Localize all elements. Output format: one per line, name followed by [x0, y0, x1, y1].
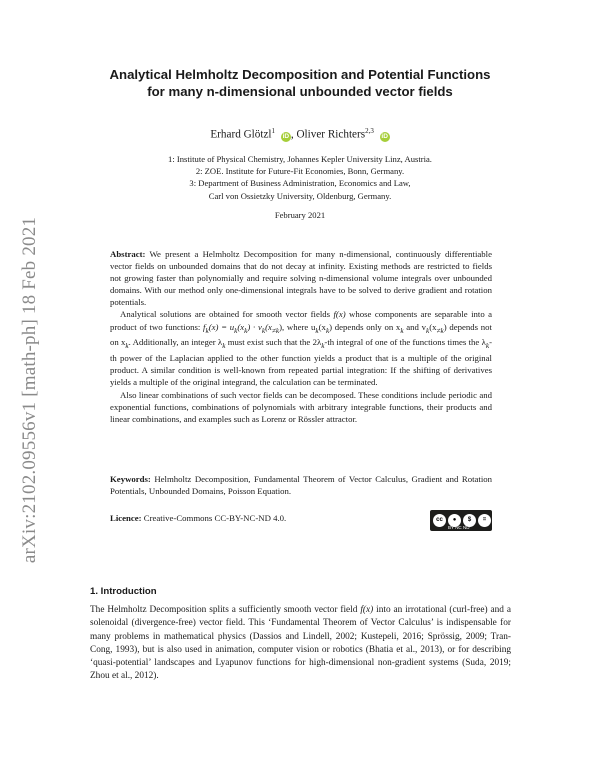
author-2-name: Oliver Richters: [296, 128, 366, 141]
text-run: Analytical solutions are obtained for smooth vector fields: [120, 309, 334, 320]
abstract-paragraph-3: Also linear combinations of such vector fields can be decomposed. These conditions include periodic and exponential functions, combinations of polynomials with arbitrary integrable functions, their products and linear combinations, and examples such as Lorenz or Rössler attractor.: [110, 389, 492, 424]
math-sub: k: [485, 342, 490, 351]
abstract-label: Abstract:: [110, 249, 146, 259]
introduction-paragraph: [90, 604, 511, 684]
cc-icon: cc: [433, 514, 446, 527]
math-sub: k: [244, 326, 248, 335]
math-sub: ≠k: [436, 326, 444, 335]
publication-date: February 2021: [274, 210, 326, 220]
orcid-icon[interactable]: iD: [282, 132, 290, 140]
badge-by: BY: [448, 525, 454, 530]
text-run: (x: [318, 321, 326, 332]
math-sub: k: [400, 326, 404, 335]
licence: [110, 512, 286, 524]
math: f: [203, 321, 206, 332]
affiliations: [60, 153, 540, 202]
math-sub: k: [125, 342, 129, 351]
math: ) · v: [247, 321, 262, 332]
affiliation-line: 2: ZOE. Institute for Future-Fit Economies, Bonn, Germany.: [195, 166, 405, 177]
math-sub: k: [222, 342, 226, 351]
text-run: ), where u: [279, 321, 316, 332]
badge-labels: [448, 525, 469, 530]
licence-text: Creative-Commons CC-BY-NC-ND 4.0.: [141, 513, 287, 523]
math-sub: k: [234, 326, 238, 335]
text-run: -th integral of one of the functions times the λ: [324, 337, 486, 348]
math-sub: k: [426, 326, 430, 335]
cc-license-badge[interactable]: [430, 510, 492, 531]
affiliation-line: Carl von Ossietzky University, Oldenburg, Germany.: [208, 190, 392, 201]
text-run: ) depends only on x: [329, 321, 401, 332]
author-1-name: Erhard Glötzl: [210, 128, 272, 141]
math: (x: [237, 321, 245, 332]
arxiv-identifier: arXiv:2102.09556v1 [math-ph] 18 Feb 2021: [19, 216, 41, 564]
orcid-icon[interactable]: iD: [381, 132, 388, 140]
text-run: whose components are separable into a product of two functions:: [110, 309, 492, 332]
title-line-1: Analytical Helmholtz Decomposition and Potential Functions: [109, 67, 491, 82]
nd-icon: =: [478, 514, 491, 527]
paper-title: [60, 66, 540, 100]
abstract-paragraph-2: [110, 308, 492, 388]
abstract-paragraph-1: [110, 248, 492, 308]
text-run: must exist such that the 2λ: [225, 337, 322, 348]
by-icon: ●: [448, 514, 461, 527]
abstract-text: We present a Helmholtz Decomposition for many n-dimensional, continuously differentiable vector fields on unbounded domains that do not decay at infinity. Existing methods are restricted to fields not growing faster than polynomially and require solving n-dimensional volume integrals over unbounded domains. With our method only one-dimensional integrals have to be solved to derive gradient and rotation potentials.: [110, 249, 492, 308]
math-sub: k: [315, 326, 319, 335]
math: (x) = u: [208, 321, 235, 332]
affiliation-line: 1: Institute of Physical Chemistry, Johannes Kepler University Linz, Austria.: [168, 154, 432, 164]
keywords: [110, 473, 492, 497]
text-run: -th power of the Laplacian applied to the other function yields a product that is a multiple of the original product. A similar condition is well-known from repeated partial integration: If the shifting of derivatives yields a multiple of the original integrand, the calculation can be terminated.: [110, 337, 492, 388]
section-heading: 1. Introduction: [90, 586, 157, 597]
title-line-2: for many n-dimensional unbounded vector fields: [147, 84, 453, 99]
math-sub: k: [321, 342, 325, 351]
math-sub: ≠k: [271, 326, 280, 335]
text-run: into an irrotational (curl-free) and a solenoidal (divergence-free) vector field. This ‘Fundamental Theorem of Vector Calculus’ is indispensable for many problems in mathematical physics (Dassios and Lindell, 2002; Kustepeli, 2016; Sprössig, 2009; Tran-Cong, 1993), but is also used in animation, computer vision or robotics (Bhatia et al., 2013), or for describing ‘quasi-potential’ landscapes and Lyapunov functions for high-dimensional non-gradient systems (Suda, 2019; Zhou et al., 2012).: [90, 605, 512, 682]
keywords-text: Helmholtz Decomposition, Fundamental Theorem of Vector Calculus, Gradient and Rotation Potentials, Unbounded Domains, Poisson Equation.: [110, 474, 492, 497]
math-sub: k: [205, 326, 209, 335]
nc-icon: $: [463, 514, 476, 527]
math-fx: f(x): [360, 605, 374, 615]
math-sub: k: [325, 326, 330, 335]
keywords-label: Keywords:: [110, 474, 151, 484]
badge-nd: ND: [462, 525, 470, 530]
text-run: and v: [403, 321, 426, 332]
text-run: . Additionally, an integer λ: [128, 337, 223, 348]
author-list: Erhard Glötzl$^1$ iD , Oliver Richters$^{2,3}$ iD: [210, 127, 388, 141]
text-run: ) depends not on x: [110, 321, 492, 348]
text-run: The Helmholtz Decomposition splits a sufficiently smooth vector field: [90, 605, 361, 615]
author-1-affil: 1: [271, 127, 276, 135]
abstract: [110, 248, 492, 425]
math: (x: [265, 321, 272, 332]
arxiv-stamp: [10, 200, 50, 580]
author-2-affil: 2,3: [365, 127, 374, 135]
math-fx: f(x): [333, 309, 346, 320]
text-run: (x: [429, 321, 437, 332]
badge-nc: NC: [455, 525, 462, 530]
licence-label: Licence:: [110, 513, 142, 523]
math-sub: k: [261, 326, 266, 335]
affiliation-line: 3: Department of Business Administration, Economics and Law,: [189, 178, 411, 189]
